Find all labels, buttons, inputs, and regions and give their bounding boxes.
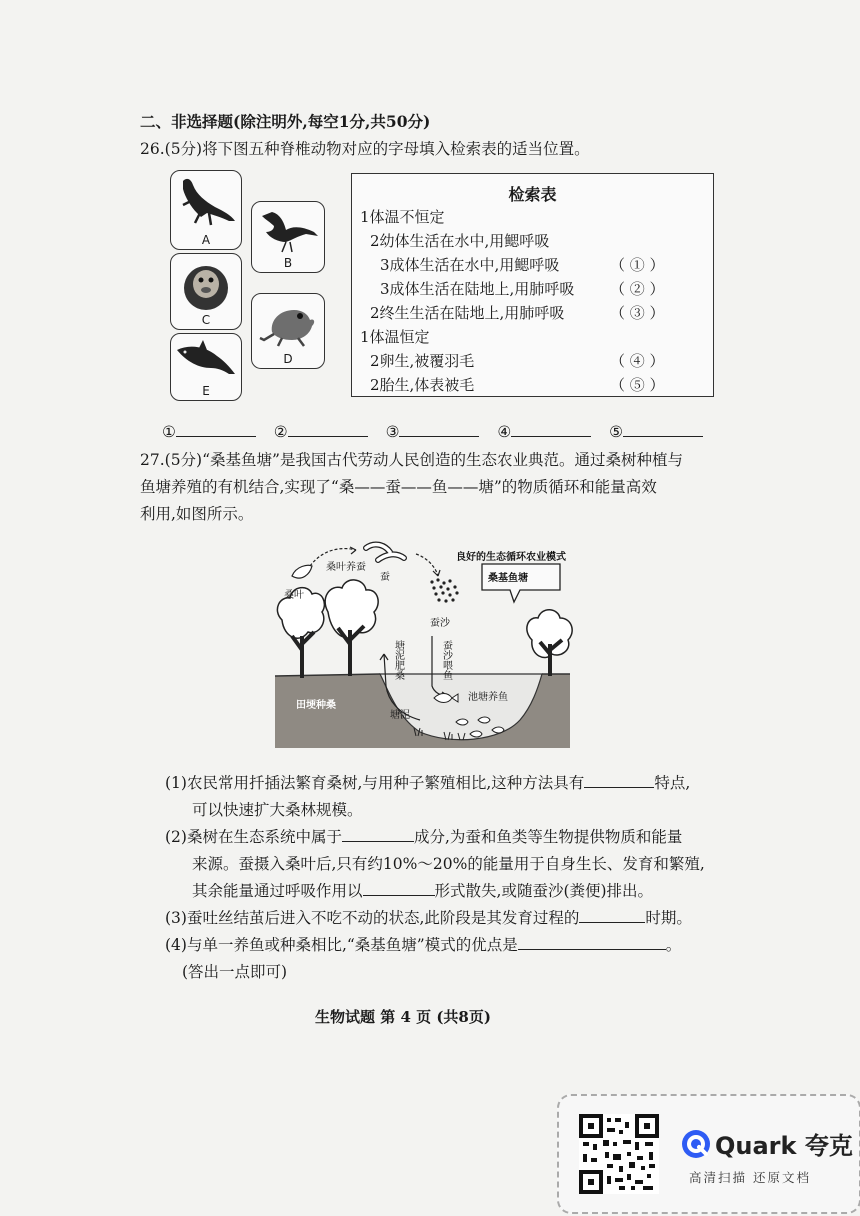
subquestion-4-note: (答出一点即可) [182, 963, 288, 981]
key-line: 3成体生活在陆地上,用肺呼吸 [380, 280, 575, 298]
animal-card-c [170, 253, 242, 330]
quark-watermark [557, 1094, 860, 1214]
subquestion-text: (1)农民常用扦插法繁育桑树,与用种子繁殖相比,这种方法具有 [165, 774, 585, 792]
subquestion-2 [165, 823, 682, 851]
subquestion-text: 时期。 [645, 909, 692, 927]
question-27-stem-line: 利用,如图所示。 [140, 505, 254, 523]
key-line: 2终生生活在陆地上,用肺呼吸 [370, 304, 565, 322]
subquestion-text: 形式散失,或随蚕沙(粪便)排出。 [434, 882, 654, 900]
mulberry-tree-icon [325, 580, 378, 676]
animal-card-d [251, 293, 325, 369]
key-line: 2胎生,体表被毛 [370, 376, 475, 394]
label-fish-pond: 池塘养鱼 [468, 692, 508, 703]
answer-blank-5[interactable] [623, 420, 703, 437]
key-line: 3成体生活在水中,用鳃呼吸 [380, 256, 560, 274]
animal-letter: B [283, 256, 293, 270]
answer-blank-1[interactable] [176, 420, 256, 437]
mulberry-fish-pond-diagram [270, 540, 575, 750]
answer-label: ③ [385, 423, 400, 441]
page-footer: 生物试题 第 4 页 (共8页) [315, 1008, 491, 1026]
label-silkworm: 蚕 [380, 572, 390, 583]
answer-blank[interactable] [518, 933, 666, 950]
question-27-stem-line: 27.(5分)“桑基鱼塘”是我国古代劳动人民创造的生态农业典范。通过桑树种植与 [140, 451, 683, 469]
subquestion-text: 。 [665, 936, 682, 954]
subquestion-1 [165, 769, 690, 797]
mulberry-tree-icon [527, 610, 572, 676]
subquestion-text: (4)与单一养鱼或种桑相比,“桑基鱼塘”模式的优点是 [165, 936, 518, 954]
mulberry-tree-icon [277, 588, 324, 678]
bird-icon [252, 202, 324, 256]
answer-blank-3[interactable] [399, 420, 479, 437]
label-field: 田埂种桑 [296, 700, 336, 711]
subquestion-text: (3)蚕吐丝结茧后进入不吃不动的状态,此阶段是其发育过程的 [165, 909, 580, 927]
key-line: 2卵生,被覆羽毛 [370, 352, 475, 370]
subquestion-text: 特点, [654, 774, 691, 792]
subquestion-4 [165, 931, 681, 959]
section-title: 二、非选择题(除注明外,每空1分,共50分) [140, 112, 431, 131]
answer-blanks-q26 [162, 418, 703, 446]
label-bubble: 桑基鱼塘 [488, 573, 528, 584]
key-title: 检索表 [508, 185, 557, 204]
subquestion-text: 其余能量通过呼吸作用以 [192, 882, 363, 900]
quark-logo-icon [680, 1128, 712, 1160]
qr-code-icon [579, 1114, 659, 1194]
subquestion-2-cont: 来源。蚕摄入桑叶后,只有约10%～20%的能量用于自身生长、发育和繁殖, [192, 855, 705, 873]
subquestion-1-cont: 可以快速扩大桑林规模。 [192, 801, 363, 819]
key-mark: （ ② ） [610, 280, 665, 298]
key-mark: （ ⑤ ） [610, 376, 665, 394]
subquestion-text: 成分,为蚕和鱼类等生物提供物质和能量 [413, 828, 683, 846]
animal-letter: A [201, 233, 211, 247]
frog-icon [252, 294, 324, 350]
answer-blank-2[interactable] [288, 420, 368, 437]
silkworm-droppings-icon [430, 578, 458, 602]
answer-label: ② [273, 423, 288, 441]
answer-blank[interactable] [579, 906, 645, 923]
answer-blank[interactable] [363, 879, 435, 896]
label-leaf: 桑叶 [284, 590, 304, 601]
subquestion-text: (2)桑树在生态系统中属于 [165, 828, 342, 846]
label-model-title: 良好的生态循环农业模式 [456, 552, 566, 563]
key-line: 2幼体生活在水中,用鳃呼吸 [370, 232, 550, 250]
label-feed-fish: 蚕沙喂鱼 [440, 640, 452, 680]
answer-blank[interactable] [584, 771, 654, 788]
label-leaf-to-silkworm: 桑叶养蚕 [326, 562, 366, 573]
animal-card-a [170, 170, 242, 250]
answer-label: ④ [497, 423, 512, 441]
label-mud-fertilize: 塘泥肥桑 [392, 640, 404, 680]
question-26-stem: 26.(5分)将下图五种脊椎动物对应的字母填入检索表的适当位置。 [140, 140, 590, 158]
classification-key-table [351, 173, 714, 397]
key-line: 1体温不恒定 [360, 208, 445, 226]
answer-blank[interactable] [342, 825, 414, 842]
answer-label: ① [162, 423, 176, 441]
quark-brand: Quark 夸克 [715, 1132, 853, 1160]
animal-letter: C [201, 313, 211, 327]
key-mark: （ ① ） [610, 256, 665, 274]
crocodile-icon [171, 171, 241, 233]
monkey-icon [171, 254, 241, 312]
answer-blank-4[interactable] [511, 420, 591, 437]
fish-icon [171, 334, 241, 384]
quark-tagline: 高清扫描 还原文档 [689, 1170, 811, 1185]
answer-label: ⑤ [609, 423, 624, 441]
animal-card-b [251, 201, 325, 273]
key-mark: （ ④ ） [610, 352, 665, 370]
subquestion-3 [165, 904, 692, 932]
question-27-stem-line: 鱼塘养殖的有机结合,实现了“桑——蚕——鱼——塘”的物质循环和能量高效 [140, 478, 657, 496]
leaf-icon [292, 565, 312, 578]
key-line: 1体温恒定 [360, 328, 430, 346]
label-mud: 塘泥 [390, 710, 410, 721]
animal-card-e [170, 333, 242, 401]
subquestion-2-cont [192, 877, 653, 905]
key-mark: （ ③ ） [610, 304, 665, 322]
label-droppings: 蚕沙 [430, 618, 450, 629]
animal-letter: D [283, 352, 293, 366]
animal-letter: E [202, 384, 210, 398]
